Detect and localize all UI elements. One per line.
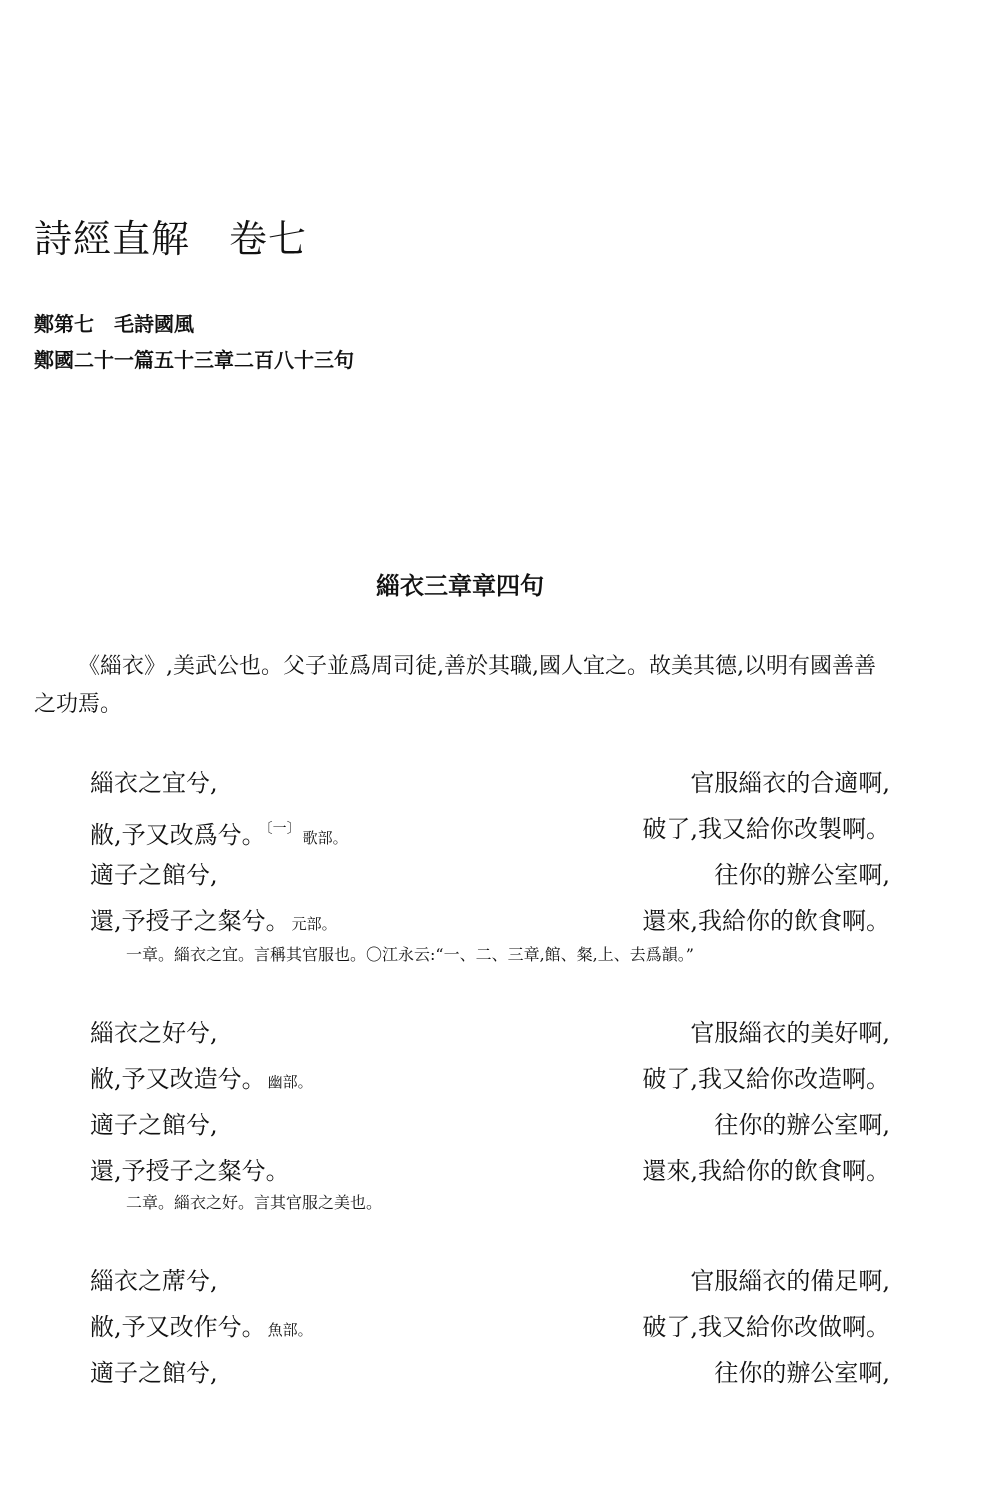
verse-translation: 官服緇衣的美好啊,: [690, 1019, 890, 1047]
verse-translation: 官服緇衣的備足啊,: [690, 1267, 890, 1295]
verse-original: 緇衣之蓆兮,: [90, 1267, 218, 1295]
section-summary: 鄭國二十一篇五十三章二百八十三句: [34, 348, 354, 372]
verse-original: 適子之館兮,: [90, 861, 218, 889]
stanza-note: 二章。緇衣之好。言其官服之美也。: [126, 1193, 383, 1212]
verse-line: [90, 1304, 890, 1350]
verse-line: [90, 1350, 890, 1396]
stanza-3: [90, 1258, 890, 1396]
verse-line: [90, 1258, 890, 1304]
verse-original: 敝,予又改造兮。: [90, 1065, 266, 1093]
verse-line: [90, 852, 890, 898]
verse-original: 還,予授子之粲兮。: [90, 1157, 290, 1185]
verse-original-group: [90, 906, 337, 939]
rhyme-group: 幽部。: [267, 1073, 313, 1091]
verse-line: [90, 1102, 890, 1148]
verse-line: [90, 1010, 890, 1056]
verse-line: [90, 806, 890, 852]
verse-original: 適子之館兮,: [90, 1111, 218, 1139]
verse-translation: 還來,我給你的飲食啊。: [642, 1157, 890, 1185]
verse-original: 敝,予又改爲兮。: [90, 821, 266, 849]
stanza-note: 一章。緇衣之宜。言稱其官服也。〇江永云:“一、二、三章,館、粲,上、去爲韻。”: [126, 945, 694, 964]
poem-heading: 緇衣三章章四句: [376, 572, 544, 600]
verse-original-group: [90, 1312, 313, 1345]
verse-original: 緇衣之宜兮,: [90, 769, 218, 797]
verse-translation: 破了,我又給你改做啊。: [642, 1313, 890, 1341]
stanza-2: [90, 1010, 890, 1194]
verse-translation: 官服緇衣的合適啊,: [690, 769, 890, 797]
poem-preface: 《緇衣》,美武公也。父子並爲周司徒,善於其職,國人宜之。故美其德,以明有國善善之功焉。: [34, 654, 876, 717]
footnote-marker: 〔一〕: [265, 821, 301, 837]
verse-original-group: [90, 814, 348, 853]
verse-line: [90, 1056, 890, 1102]
verse-translation: 往你的辦公室啊,: [714, 861, 890, 889]
stanza-1: [90, 760, 890, 944]
verse-line: [90, 760, 890, 806]
verse-line: [90, 1148, 890, 1194]
verse-translation: 破了,我又給你改造啊。: [642, 1065, 890, 1093]
rhyme-group: 歌部。: [302, 829, 348, 847]
verse-line: [90, 898, 890, 944]
rhyme-group: 元部。: [291, 915, 337, 933]
section-label: 鄭第七 毛詩國風: [34, 312, 194, 336]
rhyme-group: 魚部。: [267, 1321, 313, 1339]
verse-original: 適子之館兮,: [90, 1359, 218, 1387]
verse-translation: 還來,我給你的飲食啊。: [642, 907, 890, 935]
verse-original-group: [90, 1064, 313, 1097]
verse-original: 敝,予又改作兮。: [90, 1313, 266, 1341]
verse-translation: 往你的辦公室啊,: [714, 1359, 890, 1387]
verse-original: 緇衣之好兮,: [90, 1019, 218, 1047]
book-title: 詩經直解 卷七: [34, 217, 308, 261]
verse-translation: 破了,我又給你改製啊。: [642, 815, 890, 843]
verse-original: 還,予授子之粲兮。: [90, 907, 290, 935]
verse-translation: 往你的辦公室啊,: [714, 1111, 890, 1139]
